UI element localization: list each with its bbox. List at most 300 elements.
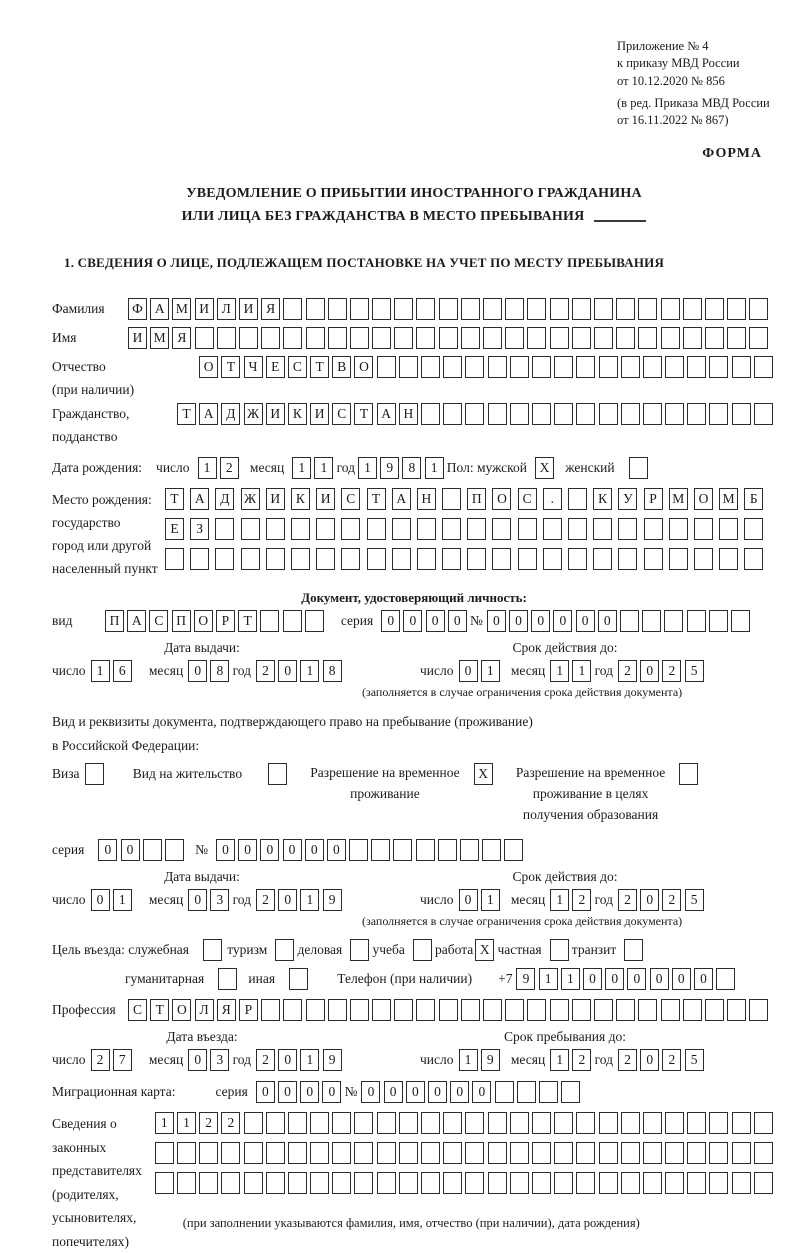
char-cell[interactable]: 0 bbox=[327, 839, 346, 861]
char-cell[interactable]: 1 bbox=[539, 968, 558, 990]
char-cell[interactable] bbox=[377, 1112, 396, 1134]
char-cell[interactable]: Ж bbox=[241, 488, 260, 510]
char-cell[interactable] bbox=[465, 356, 484, 378]
char-cell[interactable]: 1 bbox=[177, 1112, 196, 1134]
doc-expiry-month-cells[interactable] bbox=[550, 660, 594, 682]
char-cell[interactable] bbox=[442, 518, 461, 540]
char-cell[interactable]: 0 bbox=[694, 968, 713, 990]
char-cell[interactable]: Т bbox=[238, 610, 257, 632]
char-cell[interactable] bbox=[705, 999, 724, 1021]
char-cell[interactable]: О bbox=[354, 356, 373, 378]
char-cell[interactable] bbox=[732, 356, 751, 378]
char-cell[interactable] bbox=[199, 1172, 218, 1194]
char-cell[interactable] bbox=[643, 1172, 662, 1194]
char-cell[interactable] bbox=[244, 1172, 263, 1194]
char-cell[interactable] bbox=[527, 327, 546, 349]
char-cell[interactable]: С bbox=[341, 488, 360, 510]
char-cell[interactable] bbox=[421, 356, 440, 378]
char-cell[interactable]: 2 bbox=[256, 660, 275, 682]
vnzh-checkbox[interactable] bbox=[268, 763, 290, 785]
char-cell[interactable] bbox=[306, 999, 325, 1021]
char-cell[interactable] bbox=[527, 999, 546, 1021]
char-cell[interactable]: О bbox=[194, 610, 213, 632]
char-cell[interactable]: 0 bbox=[322, 1081, 341, 1103]
char-cell[interactable] bbox=[283, 298, 302, 320]
char-cell[interactable]: 0 bbox=[384, 1081, 403, 1103]
entry-month-cells[interactable] bbox=[188, 1049, 232, 1071]
char-cell[interactable]: О bbox=[172, 999, 191, 1021]
char-cell[interactable] bbox=[727, 298, 746, 320]
char-cell[interactable] bbox=[594, 999, 613, 1021]
char-cell[interactable] bbox=[465, 1112, 484, 1134]
char-cell[interactable]: Б bbox=[744, 488, 763, 510]
char-cell[interactable] bbox=[399, 1142, 418, 1164]
char-cell[interactable] bbox=[165, 548, 184, 570]
char-cell[interactable] bbox=[392, 518, 411, 540]
char-cell[interactable] bbox=[709, 1142, 728, 1164]
rvp-expiry-month-cells[interactable] bbox=[550, 889, 594, 911]
char-cell[interactable] bbox=[644, 548, 663, 570]
char-cell[interactable]: 3 bbox=[210, 1049, 229, 1071]
char-cell[interactable] bbox=[266, 548, 285, 570]
char-cell[interactable] bbox=[572, 999, 591, 1021]
char-cell[interactable] bbox=[372, 999, 391, 1021]
char-cell[interactable] bbox=[442, 548, 461, 570]
char-cell[interactable] bbox=[221, 1172, 240, 1194]
char-cell[interactable]: 0 bbox=[650, 968, 669, 990]
char-cell[interactable]: И bbox=[316, 488, 335, 510]
char-cell[interactable]: 0 bbox=[605, 968, 624, 990]
char-cell[interactable] bbox=[467, 518, 486, 540]
char-cell[interactable]: Т bbox=[165, 488, 184, 510]
surname-cells[interactable] bbox=[128, 298, 771, 320]
char-cell[interactable] bbox=[465, 1142, 484, 1164]
char-cell[interactable]: А bbox=[190, 488, 209, 510]
purpose-turizm-checkbox[interactable] bbox=[275, 939, 297, 961]
char-cell[interactable] bbox=[377, 1142, 396, 1164]
char-cell[interactable] bbox=[561, 1081, 580, 1103]
char-cell[interactable] bbox=[275, 939, 294, 961]
char-cell[interactable] bbox=[394, 298, 413, 320]
char-cell[interactable] bbox=[568, 548, 587, 570]
char-cell[interactable]: М bbox=[669, 488, 688, 510]
char-cell[interactable] bbox=[643, 1142, 662, 1164]
visa-checkbox[interactable] bbox=[85, 763, 107, 785]
char-cell[interactable] bbox=[744, 518, 763, 540]
char-cell[interactable] bbox=[461, 298, 480, 320]
char-cell[interactable] bbox=[203, 939, 222, 961]
char-cell[interactable]: Р bbox=[644, 488, 663, 510]
char-cell[interactable] bbox=[754, 356, 773, 378]
char-cell[interactable]: И bbox=[266, 403, 285, 425]
doc-number-cells[interactable] bbox=[487, 610, 753, 632]
char-cell[interactable] bbox=[532, 1142, 551, 1164]
char-cell[interactable] bbox=[394, 999, 413, 1021]
profession-cells[interactable] bbox=[128, 999, 771, 1021]
char-cell[interactable] bbox=[266, 1172, 285, 1194]
char-cell[interactable] bbox=[332, 1142, 351, 1164]
char-cell[interactable] bbox=[687, 1172, 706, 1194]
char-cell[interactable]: 0 bbox=[121, 839, 140, 861]
birth-month-cells[interactable] bbox=[292, 457, 336, 479]
char-cell[interactable] bbox=[642, 610, 661, 632]
char-cell[interactable] bbox=[532, 356, 551, 378]
char-cell[interactable] bbox=[482, 839, 501, 861]
char-cell[interactable] bbox=[199, 1142, 218, 1164]
stay-month-cells[interactable] bbox=[550, 1049, 594, 1071]
char-cell[interactable]: 2 bbox=[572, 1049, 591, 1071]
char-cell[interactable] bbox=[328, 298, 347, 320]
char-cell[interactable] bbox=[244, 1112, 263, 1134]
char-cell[interactable]: 0 bbox=[509, 610, 528, 632]
char-cell[interactable] bbox=[527, 298, 546, 320]
char-cell[interactable]: Л bbox=[217, 298, 236, 320]
char-cell[interactable]: 5 bbox=[685, 660, 704, 682]
birth-year-cells[interactable] bbox=[358, 457, 447, 479]
char-cell[interactable] bbox=[679, 763, 698, 785]
char-cell[interactable] bbox=[495, 1081, 514, 1103]
char-cell[interactable] bbox=[354, 1142, 373, 1164]
char-cell[interactable] bbox=[488, 1172, 507, 1194]
char-cell[interactable] bbox=[349, 839, 368, 861]
char-cell[interactable]: 1 bbox=[155, 1112, 174, 1134]
char-cell[interactable]: И bbox=[310, 403, 329, 425]
char-cell[interactable]: М bbox=[172, 298, 191, 320]
rvp-number-cells[interactable] bbox=[216, 839, 527, 861]
char-cell[interactable]: О bbox=[199, 356, 218, 378]
char-cell[interactable]: А bbox=[127, 610, 146, 632]
char-cell[interactable]: X bbox=[474, 763, 493, 785]
char-cell[interactable] bbox=[266, 1142, 285, 1164]
char-cell[interactable]: 2 bbox=[256, 889, 275, 911]
char-cell[interactable]: 1 bbox=[314, 457, 333, 479]
char-cell[interactable]: Н bbox=[399, 403, 418, 425]
char-cell[interactable] bbox=[754, 403, 773, 425]
char-cell[interactable]: 1 bbox=[550, 660, 569, 682]
char-cell[interactable] bbox=[283, 327, 302, 349]
char-cell[interactable] bbox=[643, 1112, 662, 1134]
char-cell[interactable] bbox=[416, 327, 435, 349]
char-cell[interactable] bbox=[505, 298, 524, 320]
char-cell[interactable] bbox=[731, 610, 750, 632]
doc-issue-year-cells[interactable] bbox=[256, 660, 345, 682]
rvp-issue-year-cells[interactable] bbox=[256, 889, 345, 911]
char-cell[interactable] bbox=[749, 327, 768, 349]
char-cell[interactable]: 0 bbox=[188, 889, 207, 911]
char-cell[interactable] bbox=[143, 839, 162, 861]
char-cell[interactable]: 7 bbox=[113, 1049, 132, 1071]
char-cell[interactable] bbox=[413, 939, 432, 961]
char-cell[interactable]: 0 bbox=[91, 889, 110, 911]
char-cell[interactable] bbox=[554, 1112, 573, 1134]
char-cell[interactable] bbox=[572, 327, 591, 349]
char-cell[interactable]: О bbox=[492, 488, 511, 510]
char-cell[interactable]: К bbox=[288, 403, 307, 425]
char-cell[interactable] bbox=[683, 298, 702, 320]
char-cell[interactable] bbox=[421, 1142, 440, 1164]
char-cell[interactable] bbox=[354, 1112, 373, 1134]
char-cell[interactable] bbox=[488, 1142, 507, 1164]
char-cell[interactable] bbox=[510, 356, 529, 378]
char-cell[interactable]: К bbox=[593, 488, 612, 510]
char-cell[interactable] bbox=[291, 518, 310, 540]
char-cell[interactable]: 0 bbox=[640, 660, 659, 682]
char-cell[interactable] bbox=[492, 548, 511, 570]
char-cell[interactable]: 1 bbox=[91, 660, 110, 682]
char-cell[interactable]: 0 bbox=[361, 1081, 380, 1103]
char-cell[interactable] bbox=[550, 298, 569, 320]
char-cell[interactable]: М bbox=[719, 488, 738, 510]
char-cell[interactable] bbox=[399, 1112, 418, 1134]
char-cell[interactable] bbox=[288, 1112, 307, 1134]
char-cell[interactable] bbox=[165, 839, 184, 861]
birthplace-cells-row2[interactable] bbox=[165, 518, 770, 540]
char-cell[interactable] bbox=[593, 518, 612, 540]
char-cell[interactable] bbox=[510, 403, 529, 425]
char-cell[interactable]: 2 bbox=[662, 660, 681, 682]
char-cell[interactable] bbox=[709, 403, 728, 425]
char-cell[interactable] bbox=[289, 968, 308, 990]
char-cell[interactable]: 8 bbox=[323, 660, 342, 682]
char-cell[interactable] bbox=[283, 999, 302, 1021]
char-cell[interactable] bbox=[377, 356, 396, 378]
char-cell[interactable]: И bbox=[128, 327, 147, 349]
char-cell[interactable]: 2 bbox=[221, 1112, 240, 1134]
char-cell[interactable]: 1 bbox=[550, 1049, 569, 1071]
char-cell[interactable] bbox=[616, 327, 635, 349]
char-cell[interactable]: 1 bbox=[561, 968, 580, 990]
char-cell[interactable]: Л bbox=[195, 999, 214, 1021]
char-cell[interactable]: 1 bbox=[550, 889, 569, 911]
char-cell[interactable]: 0 bbox=[640, 1049, 659, 1071]
char-cell[interactable] bbox=[190, 548, 209, 570]
char-cell[interactable]: 1 bbox=[425, 457, 444, 479]
char-cell[interactable] bbox=[732, 1112, 751, 1134]
char-cell[interactable] bbox=[492, 518, 511, 540]
char-cell[interactable] bbox=[510, 1112, 529, 1134]
birth-day-cells[interactable] bbox=[198, 457, 242, 479]
char-cell[interactable] bbox=[732, 403, 751, 425]
char-cell[interactable] bbox=[504, 839, 523, 861]
char-cell[interactable] bbox=[310, 1172, 329, 1194]
char-cell[interactable] bbox=[354, 1172, 373, 1194]
char-cell[interactable] bbox=[177, 1172, 196, 1194]
char-cell[interactable]: И bbox=[239, 298, 258, 320]
char-cell[interactable] bbox=[709, 356, 728, 378]
char-cell[interactable]: 5 bbox=[685, 1049, 704, 1071]
char-cell[interactable] bbox=[416, 999, 435, 1021]
char-cell[interactable] bbox=[261, 327, 280, 349]
char-cell[interactable]: П bbox=[172, 610, 191, 632]
char-cell[interactable] bbox=[532, 1172, 551, 1194]
stay-day-cells[interactable] bbox=[459, 1049, 503, 1071]
char-cell[interactable]: 9 bbox=[380, 457, 399, 479]
char-cell[interactable] bbox=[310, 1112, 329, 1134]
char-cell[interactable] bbox=[305, 610, 324, 632]
char-cell[interactable]: 2 bbox=[91, 1049, 110, 1071]
rvp-issue-month-cells[interactable] bbox=[188, 889, 232, 911]
char-cell[interactable]: И bbox=[266, 488, 285, 510]
char-cell[interactable] bbox=[593, 548, 612, 570]
char-cell[interactable] bbox=[328, 327, 347, 349]
char-cell[interactable]: Т bbox=[221, 356, 240, 378]
char-cell[interactable] bbox=[467, 548, 486, 570]
char-cell[interactable] bbox=[488, 1112, 507, 1134]
char-cell[interactable] bbox=[687, 403, 706, 425]
char-cell[interactable] bbox=[306, 298, 325, 320]
char-cell[interactable] bbox=[195, 327, 214, 349]
entry-day-cells[interactable] bbox=[91, 1049, 135, 1071]
char-cell[interactable]: 0 bbox=[487, 610, 506, 632]
char-cell[interactable] bbox=[550, 999, 569, 1021]
char-cell[interactable]: 0 bbox=[640, 889, 659, 911]
representatives-cells-row1[interactable] bbox=[155, 1112, 776, 1134]
char-cell[interactable] bbox=[505, 327, 524, 349]
char-cell[interactable] bbox=[599, 403, 618, 425]
char-cell[interactable]: 1 bbox=[572, 660, 591, 682]
char-cell[interactable] bbox=[461, 999, 480, 1021]
char-cell[interactable]: 8 bbox=[210, 660, 229, 682]
char-cell[interactable] bbox=[461, 327, 480, 349]
char-cell[interactable] bbox=[687, 1142, 706, 1164]
char-cell[interactable] bbox=[749, 298, 768, 320]
char-cell[interactable] bbox=[543, 548, 562, 570]
char-cell[interactable]: 0 bbox=[260, 839, 279, 861]
char-cell[interactable] bbox=[443, 356, 462, 378]
char-cell[interactable] bbox=[443, 1112, 462, 1134]
char-cell[interactable]: 2 bbox=[618, 660, 637, 682]
doc-expiry-year-cells[interactable] bbox=[618, 660, 707, 682]
char-cell[interactable] bbox=[599, 356, 618, 378]
char-cell[interactable] bbox=[488, 403, 507, 425]
char-cell[interactable]: 0 bbox=[188, 660, 207, 682]
char-cell[interactable] bbox=[483, 999, 502, 1021]
migration-series-cells[interactable] bbox=[256, 1081, 345, 1103]
char-cell[interactable]: У bbox=[618, 488, 637, 510]
char-cell[interactable] bbox=[709, 1172, 728, 1194]
char-cell[interactable]: 2 bbox=[256, 1049, 275, 1071]
name-cells[interactable] bbox=[128, 327, 771, 349]
char-cell[interactable] bbox=[665, 1172, 684, 1194]
char-cell[interactable] bbox=[638, 327, 657, 349]
char-cell[interactable] bbox=[483, 298, 502, 320]
doc-issue-day-cells[interactable] bbox=[91, 660, 135, 682]
char-cell[interactable]: Я bbox=[261, 298, 280, 320]
char-cell[interactable] bbox=[594, 298, 613, 320]
char-cell[interactable] bbox=[465, 403, 484, 425]
char-cell[interactable] bbox=[399, 1172, 418, 1194]
char-cell[interactable] bbox=[576, 1142, 595, 1164]
char-cell[interactable]: О bbox=[694, 488, 713, 510]
purpose-gumanitarnaya-checkbox[interactable] bbox=[218, 968, 240, 990]
char-cell[interactable]: Д bbox=[215, 488, 234, 510]
char-cell[interactable] bbox=[215, 518, 234, 540]
char-cell[interactable]: 0 bbox=[256, 1081, 275, 1103]
char-cell[interactable] bbox=[393, 839, 412, 861]
char-cell[interactable] bbox=[316, 548, 335, 570]
char-cell[interactable] bbox=[694, 518, 713, 540]
char-cell[interactable] bbox=[417, 548, 436, 570]
char-cell[interactable] bbox=[399, 356, 418, 378]
char-cell[interactable]: 2 bbox=[572, 889, 591, 911]
doc-issue-month-cells[interactable] bbox=[188, 660, 232, 682]
char-cell[interactable] bbox=[616, 999, 635, 1021]
char-cell[interactable] bbox=[532, 403, 551, 425]
char-cell[interactable] bbox=[599, 1172, 618, 1194]
char-cell[interactable]: 1 bbox=[300, 660, 319, 682]
char-cell[interactable] bbox=[618, 548, 637, 570]
char-cell[interactable]: Е bbox=[266, 356, 285, 378]
char-cell[interactable] bbox=[643, 403, 662, 425]
char-cell[interactable]: 1 bbox=[481, 660, 500, 682]
representatives-cells-row2[interactable] bbox=[155, 1142, 776, 1164]
char-cell[interactable] bbox=[350, 939, 369, 961]
char-cell[interactable]: Я bbox=[172, 327, 191, 349]
char-cell[interactable]: 0 bbox=[598, 610, 617, 632]
char-cell[interactable]: 0 bbox=[188, 1049, 207, 1071]
char-cell[interactable] bbox=[754, 1172, 773, 1194]
char-cell[interactable] bbox=[638, 999, 657, 1021]
char-cell[interactable] bbox=[550, 939, 569, 961]
char-cell[interactable] bbox=[377, 1172, 396, 1194]
char-cell[interactable] bbox=[261, 999, 280, 1021]
char-cell[interactable] bbox=[661, 999, 680, 1021]
char-cell[interactable] bbox=[576, 1172, 595, 1194]
char-cell[interactable] bbox=[661, 298, 680, 320]
char-cell[interactable] bbox=[683, 999, 702, 1021]
char-cell[interactable] bbox=[306, 327, 325, 349]
sex-male-checkbox[interactable] bbox=[535, 457, 557, 479]
char-cell[interactable] bbox=[260, 610, 279, 632]
char-cell[interactable] bbox=[550, 327, 569, 349]
char-cell[interactable] bbox=[505, 999, 524, 1021]
rvp-education-checkbox[interactable] bbox=[679, 763, 701, 785]
char-cell[interactable] bbox=[443, 1142, 462, 1164]
char-cell[interactable] bbox=[328, 999, 347, 1021]
char-cell[interactable]: 0 bbox=[406, 1081, 425, 1103]
char-cell[interactable] bbox=[624, 939, 643, 961]
char-cell[interactable]: . bbox=[543, 488, 562, 510]
char-cell[interactable] bbox=[218, 968, 237, 990]
char-cell[interactable]: 2 bbox=[618, 1049, 637, 1071]
char-cell[interactable] bbox=[621, 356, 640, 378]
char-cell[interactable] bbox=[754, 1112, 773, 1134]
char-cell[interactable]: 0 bbox=[553, 610, 572, 632]
char-cell[interactable] bbox=[576, 403, 595, 425]
char-cell[interactable] bbox=[372, 327, 391, 349]
char-cell[interactable] bbox=[443, 403, 462, 425]
char-cell[interactable] bbox=[288, 1142, 307, 1164]
char-cell[interactable]: 1 bbox=[481, 889, 500, 911]
doc-type-cells[interactable] bbox=[105, 610, 327, 632]
char-cell[interactable] bbox=[372, 298, 391, 320]
char-cell[interactable] bbox=[217, 327, 236, 349]
char-cell[interactable]: 0 bbox=[531, 610, 550, 632]
char-cell[interactable]: С bbox=[332, 403, 351, 425]
char-cell[interactable]: Н bbox=[417, 488, 436, 510]
char-cell[interactable] bbox=[367, 518, 386, 540]
char-cell[interactable]: 0 bbox=[278, 1049, 297, 1071]
char-cell[interactable]: 1 bbox=[358, 457, 377, 479]
patronymic-cells[interactable] bbox=[199, 356, 776, 378]
char-cell[interactable]: 3 bbox=[210, 889, 229, 911]
char-cell[interactable]: 0 bbox=[403, 610, 422, 632]
char-cell[interactable]: X bbox=[535, 457, 554, 479]
char-cell[interactable] bbox=[665, 1142, 684, 1164]
char-cell[interactable] bbox=[669, 518, 688, 540]
char-cell[interactable] bbox=[460, 839, 479, 861]
char-cell[interactable] bbox=[568, 518, 587, 540]
